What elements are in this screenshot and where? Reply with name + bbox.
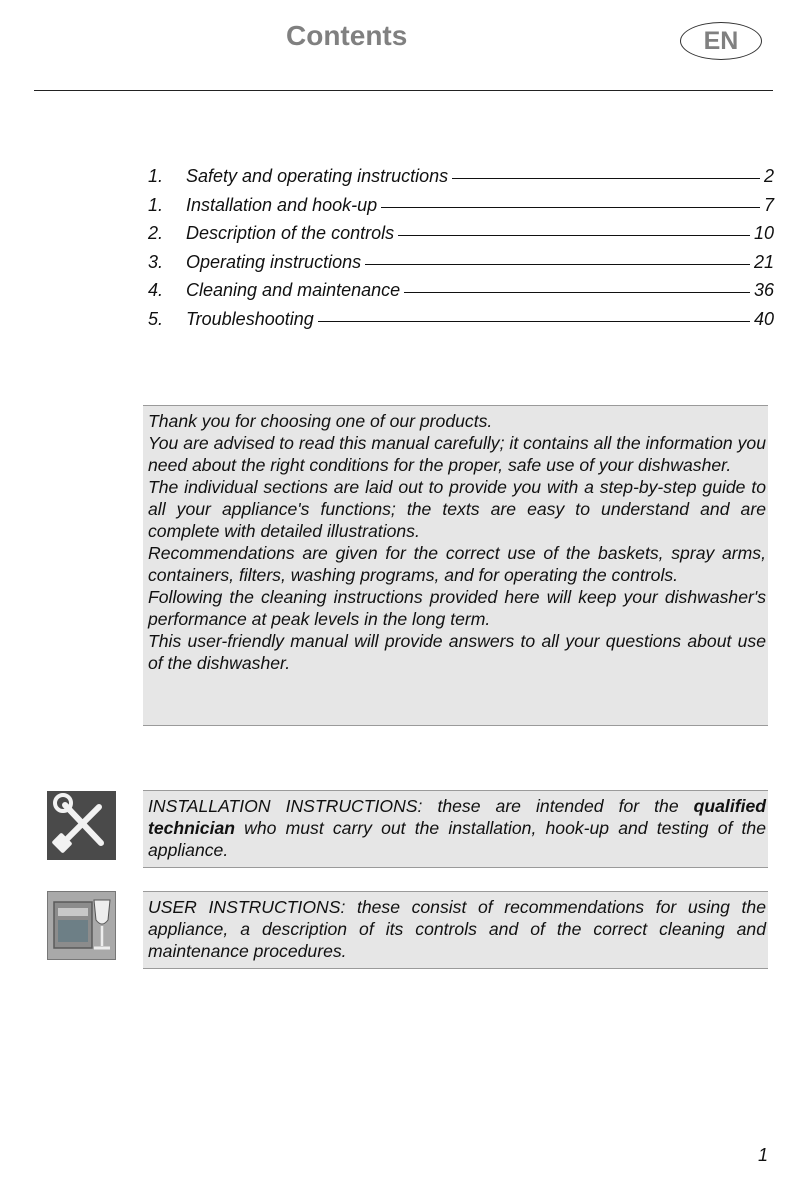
toc-number: 2. bbox=[148, 223, 164, 243]
toc-page-number: 36 bbox=[753, 280, 774, 300]
toc-page-number: 10 bbox=[753, 223, 774, 243]
intro-box bbox=[143, 405, 768, 726]
toc-label: Description of the controls bbox=[186, 223, 395, 243]
toc-entry[interactable] bbox=[148, 276, 774, 305]
toc-leader bbox=[365, 264, 750, 265]
toc-number: 5. bbox=[148, 308, 164, 329]
toc-page-number: 40 bbox=[753, 308, 774, 329]
intro-paragraph: Thank you for choosing one of our products. bbox=[148, 411, 493, 431]
language-badge: EN bbox=[680, 22, 762, 60]
installation-prefix: INSTALLATION INSTRUCTIONS: these are intended for the bbox=[148, 796, 694, 816]
toc-page-number: 2 bbox=[763, 166, 774, 186]
toc-leader bbox=[318, 321, 750, 322]
toc-number: 4. bbox=[148, 280, 164, 300]
toc-entry[interactable] bbox=[148, 305, 774, 334]
toc-entry[interactable] bbox=[148, 162, 774, 191]
intro-paragraph: This user-friendly manual will provide answers to all your questions about use of the dishwasher. bbox=[148, 631, 766, 673]
intro-paragraph: The individual sections are laid out to provide you with a step-by-step guide to all your appliance's functions; the texts are easy to understand and are complete with detailed illustrations. bbox=[148, 477, 766, 541]
toc-number: 1. bbox=[148, 194, 164, 215]
dishwasher-glass-icon bbox=[47, 891, 116, 960]
toc-leader bbox=[404, 292, 750, 293]
installation-note bbox=[143, 790, 768, 868]
intro-paragraph: Recommendations are given for the correct use of the baskets, spray arms, containers, filters, washing programs, and for operating the controls. bbox=[148, 543, 766, 585]
installation-text bbox=[148, 795, 766, 861]
toc-label: Cleaning and maintenance bbox=[186, 280, 401, 300]
toc-label: Installation and hook-up bbox=[186, 194, 378, 215]
toc-leader bbox=[381, 207, 760, 208]
intro-paragraph: You are advised to read this manual carefully; it contains all the information you need about the right conditions for the proper, safe use of your dishwasher. bbox=[148, 433, 766, 475]
page-title: Contents bbox=[286, 20, 408, 51]
toc-leader bbox=[398, 235, 750, 236]
table-of-contents bbox=[148, 162, 774, 333]
header-divider bbox=[34, 90, 773, 91]
toc-label: Troubleshooting bbox=[186, 308, 314, 329]
intro-paragraph: Following the cleaning instructions provided here will keep your dishwasher's performance at peak levels in the long term. bbox=[148, 587, 766, 629]
installation-emphasis: qualified technician bbox=[148, 796, 766, 838]
tools-icon bbox=[47, 791, 116, 860]
user-text: USER INSTRUCTIONS: these consist of recommendations for using the appliance, a description of its controls and of the correct cleaning and maintenance procedures. bbox=[148, 897, 766, 961]
toc-number: 3. bbox=[148, 251, 164, 272]
toc-leader bbox=[452, 178, 760, 179]
user-note bbox=[143, 891, 768, 969]
installation-suffix: who must carry out the installation, hook-up and testing of the appliance. bbox=[148, 818, 766, 860]
toc-entry[interactable] bbox=[148, 248, 774, 277]
toc-label: Operating instructions bbox=[186, 251, 362, 272]
page-number: 1 bbox=[757, 1145, 768, 1165]
toc-page-number: 21 bbox=[753, 251, 774, 272]
toc-number: 1. bbox=[148, 166, 164, 186]
toc-page-number: 7 bbox=[763, 194, 774, 215]
toc-label: Safety and operating instructions bbox=[186, 166, 449, 186]
toc-entry[interactable] bbox=[148, 219, 774, 248]
toc-entry[interactable] bbox=[148, 191, 774, 220]
